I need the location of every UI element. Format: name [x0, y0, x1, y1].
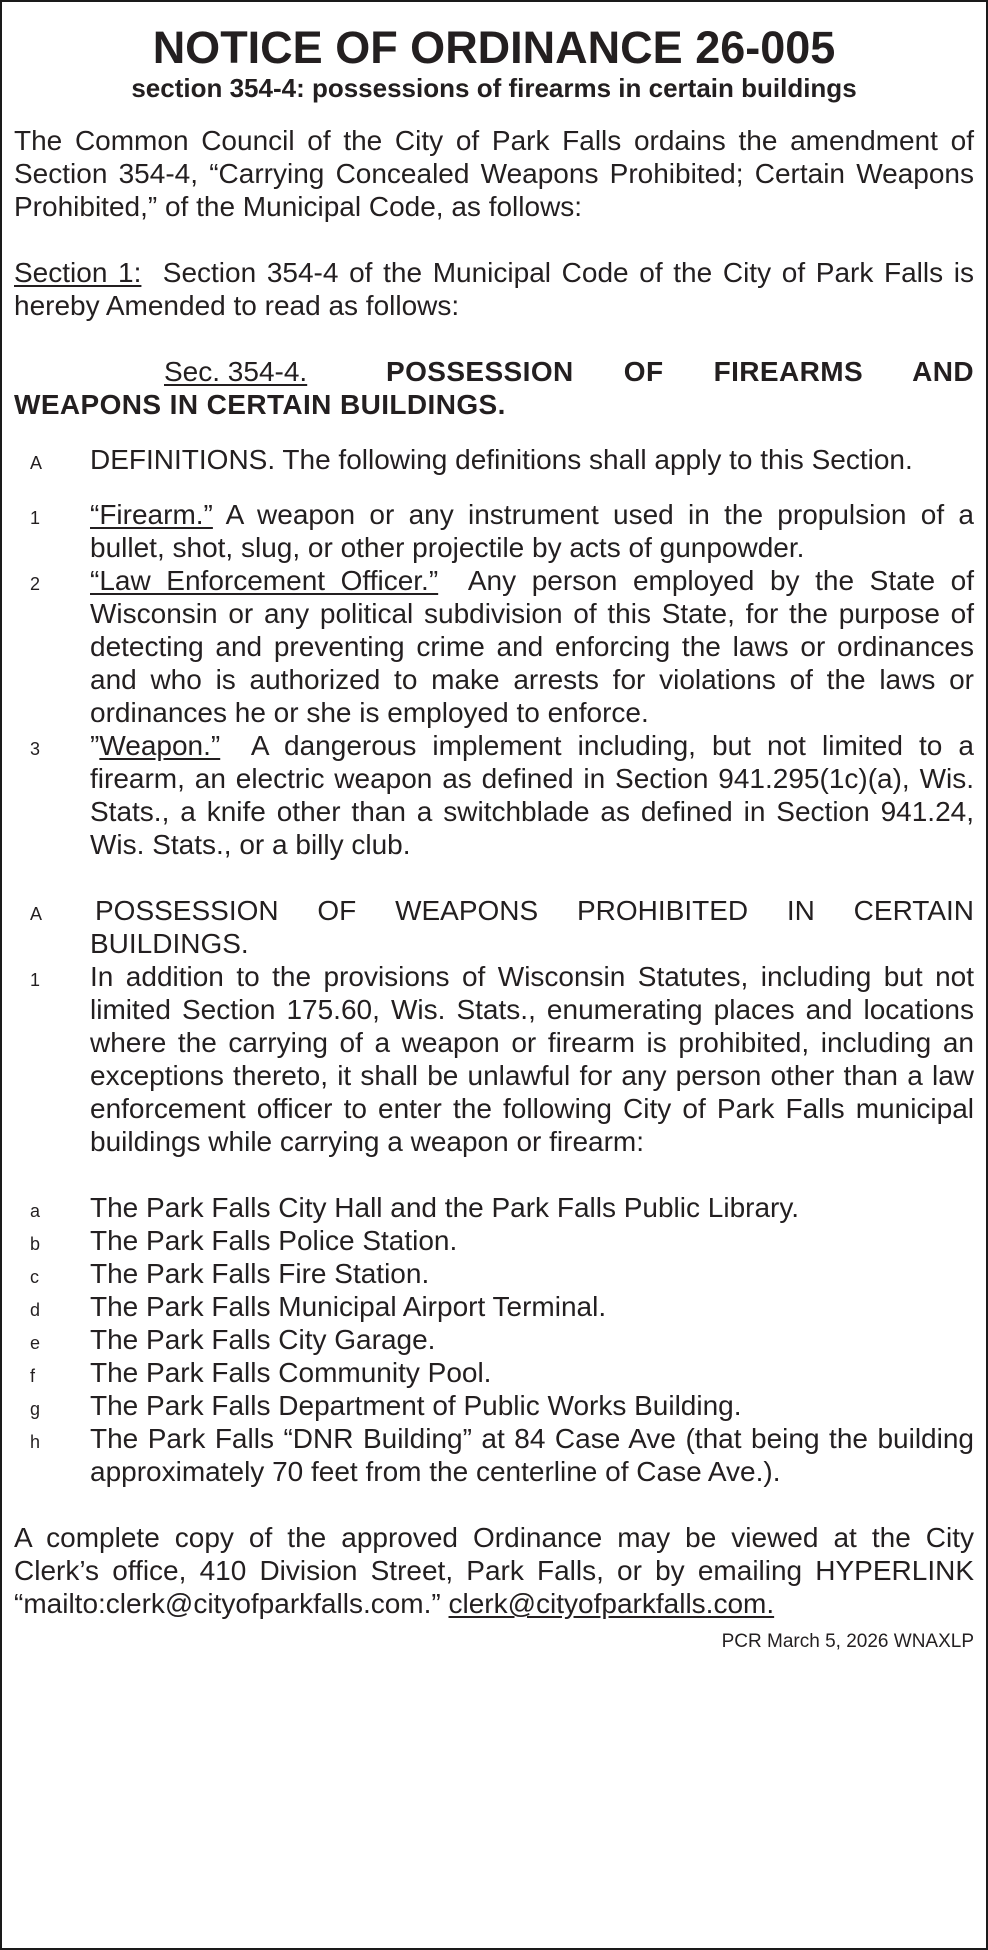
list-marker: c — [30, 1267, 39, 1287]
list-marker: A — [30, 453, 43, 473]
definitions-heading — [14, 443, 974, 476]
building-text: The Park Falls City Garage. — [90, 1324, 436, 1355]
definitions-text: DEFINITIONS. The following definitions shall apply to this Section. — [90, 444, 913, 475]
notice-subtitle: section 354-4: possessions of firearms in certain buildings — [131, 73, 857, 103]
building-item — [14, 1389, 974, 1422]
list-marker: A — [30, 904, 43, 924]
list-marker: g — [30, 1399, 41, 1419]
section-1-text: Section 354-4 of the Municipal Code of the City of Park Falls is hereby Amended to read as follows: — [14, 257, 975, 321]
possession-item — [14, 960, 974, 1158]
definition-term: “Firearm.” — [90, 499, 213, 530]
definition-term: Weapon.” — [99, 730, 221, 761]
list-marker: 3 — [30, 739, 41, 759]
building-item — [14, 1356, 974, 1389]
definition-term: “Law Enforcement Officer.” — [90, 565, 439, 596]
intro-paragraph: The Common Council of the City of Park Falls ordains the amendment of Section 354-4, “Carrying Concealed Weapons Prohibited; Certain Weapons Prohibited,” of the Municipal Code, as follows: — [14, 125, 974, 222]
definition-term-prefix: ” — [90, 730, 100, 761]
publication-line: PCR March 5, 2026 WNAXLP — [721, 1631, 974, 1652]
section-heading — [14, 355, 974, 421]
list-marker: d — [30, 1300, 41, 1320]
building-text: The Park Falls Community Pool. — [90, 1357, 492, 1388]
definition-firearm — [14, 498, 974, 564]
list-marker: h — [30, 1432, 41, 1452]
list-marker: f — [30, 1366, 36, 1386]
building-item — [14, 1290, 974, 1323]
building-text: The Park Falls “DNR Building” at 84 Case Ave (that being the building approximately 70 feet from the centerline of Case Ave.). — [90, 1423, 974, 1487]
possession-item-text: In addition to the provisions of Wisconsin Statutes, including but not limited Section 175.60, Wis. Stats., enumerating places and locations where the carrying of a weapon or firearm is prohibited, including an exceptions thereto, it shall be unlawful for any person other than a law enforcement officer to enter the following City of Park Falls municipal buildings while carrying a weapon or firearm: — [90, 961, 974, 1157]
building-text: The Park Falls Fire Station. — [90, 1258, 430, 1289]
definition-text: A weapon or any instrument used in the propulsion of a bullet, shot, slug, or other projectile by acts of gunpowder. — [90, 499, 975, 563]
building-item — [14, 1323, 974, 1356]
list-marker: a — [30, 1201, 41, 1221]
building-item — [14, 1257, 974, 1290]
list-marker: 2 — [30, 574, 41, 594]
possession-heading — [14, 894, 974, 960]
building-text: The Park Falls City Hall and the Park Falls Public Library. — [90, 1192, 800, 1223]
list-marker: 1 — [30, 970, 41, 990]
list-marker: 1 — [30, 508, 41, 528]
possession-text: POSSESSION OF WEAPONS PROHIBITED IN CERTAIN BUILDINGS. — [90, 895, 974, 959]
section-number: Sec. 354-4. — [164, 356, 308, 387]
building-item — [14, 1224, 974, 1257]
clerk-email-link[interactable]: clerk@cityofparkfalls.com. — [448, 1588, 775, 1619]
building-text: The Park Falls Department of Public Works Building. — [90, 1390, 742, 1421]
list-marker: e — [30, 1333, 41, 1353]
closing-paragraph — [14, 1521, 974, 1620]
definition-law-enforcement-officer — [14, 564, 974, 729]
notice-title: NOTICE OF ORDINANCE 26-005 — [152, 22, 836, 73]
building-text: The Park Falls Police Station. — [90, 1225, 458, 1256]
definition-weapon — [14, 729, 974, 861]
section-1-label: Section 1: — [14, 257, 142, 288]
building-item — [14, 1422, 974, 1488]
definition-text: Any person employed by the State of Wisconsin or any political subdivision of this State, for the purpose of detecting and preventing crime and enforcing the laws or ordinances and who is authorized to make arrests for violations of the laws or ordinances he or she is employed to enforce. — [90, 565, 975, 728]
section-1-paragraph — [14, 256, 974, 322]
section-heading-title: POSSESSION OF FIREARMS AND WEAPONS IN CERTAIN BUILDINGS. — [14, 356, 974, 420]
closing-text: A complete copy of the approved Ordinance may be viewed at the City Clerk’s office, 410 Division Street, Park Falls, or by emailing HYPERLINK “mailto:clerk@cityofparkfalls.com.” — [14, 1522, 974, 1619]
list-marker: b — [30, 1234, 41, 1254]
building-text: The Park Falls Municipal Airport Terminal. — [90, 1291, 607, 1322]
definition-text: A dangerous implement including, but not limited to a firearm, an electric weapon as defined in Section 941.295(1c)(a), Wis. Stats., a knife other than a switchblade as defined in Section 941.24, Wis. Stats., or a billy club. — [90, 730, 975, 860]
building-item — [14, 1191, 974, 1224]
